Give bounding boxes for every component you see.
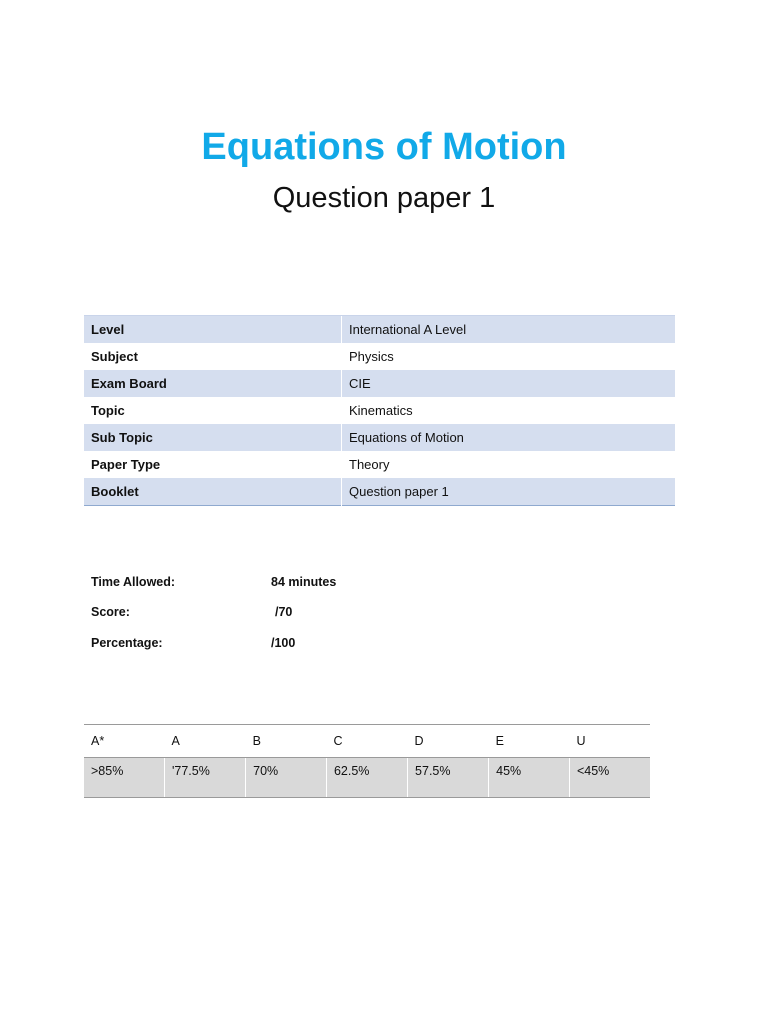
info-row-booklet [84,478,675,506]
info-row-level [84,316,675,344]
grade-letter: D [408,725,489,758]
grade-threshold: '77.5% [165,758,246,798]
paper-info-table [84,315,675,506]
grade-boundaries-table [84,724,650,798]
grade-threshold: 62.5% [326,758,407,798]
grade-thresholds-row [84,758,650,798]
grade-threshold: 45% [489,758,570,798]
document-title: Equations of Motion [201,126,567,168]
grade-threshold: >85% [84,758,165,798]
info-row-exam-board [84,370,675,397]
info-row-subject [84,343,675,370]
grade-letter: U [569,725,650,758]
document-subtitle: Question paper 1 [272,182,496,214]
info-value: Theory [342,451,676,478]
info-label: Subject [91,349,138,364]
info-value: Physics [342,343,676,370]
percentage-value: /100 [271,636,296,650]
info-value: CIE [342,370,676,397]
grade-letter: A* [84,725,165,758]
info-value: Question paper 1 [342,478,676,506]
info-row-topic [84,397,675,424]
grade-letter: C [326,725,407,758]
grade-letter: E [489,725,570,758]
grade-threshold: 70% [246,758,327,798]
info-label: Sub Topic [84,424,342,451]
info-value: Equations of Motion [342,424,676,451]
grade-letter: A [165,725,246,758]
time-allowed-value: 84 minutes [271,575,337,589]
time-allowed-label: Time Allowed: [91,575,176,589]
info-label: Topic [91,403,125,418]
info-label: Booklet [84,478,342,506]
info-label: Exam Board [84,370,342,397]
score-label: Score: [91,605,130,619]
percentage-label: Percentage: [91,636,163,650]
info-label: Paper Type [91,457,161,472]
score-value: /70 [275,605,293,619]
info-value: Kinematics [342,397,676,424]
grade-letters-row [84,725,650,758]
grade-letter: B [246,725,327,758]
grade-threshold: <45% [569,758,650,798]
grade-threshold: 57.5% [408,758,489,798]
info-label: Level [84,316,342,344]
info-value: International A Level [342,316,676,344]
info-row-sub-topic [84,424,675,451]
info-row-paper-type [84,451,675,478]
